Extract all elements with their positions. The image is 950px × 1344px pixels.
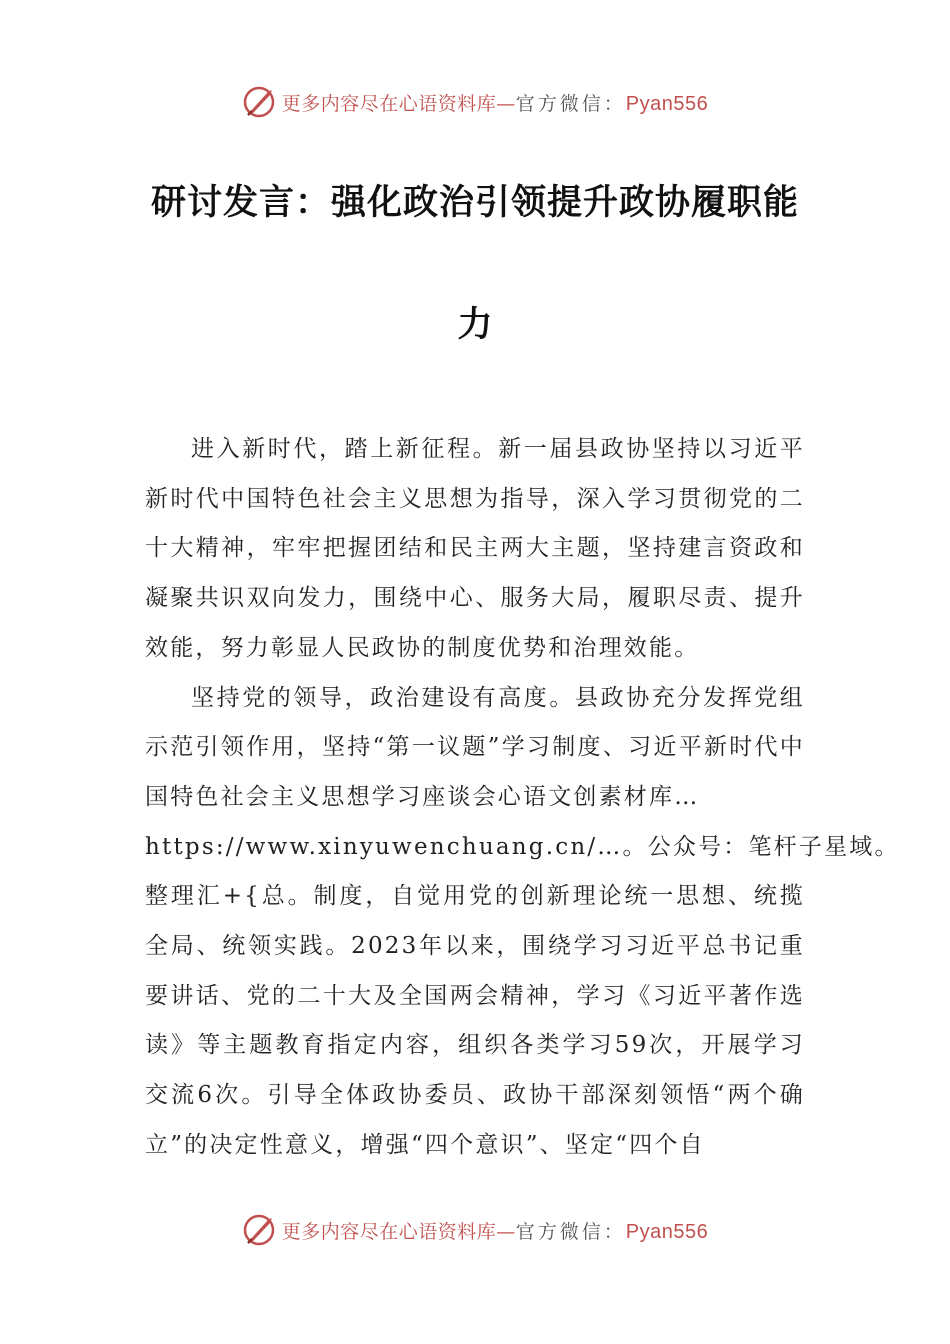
document-body — [145, 425, 900, 1171]
paragraph-2-part-b: 整理汇+{总。制度，自觉用党的创新理论统一思想、统揽全局、统领实践。2023年以来，围绕学习习近平总书记重要讲话、党的二十大及全国两会精神，学习《习近平著作选读》等主题教育指定内容，组织各类学习59次，开展学习交流6次。引导全体政协委员、政协干部深刻领悟“两个确立”的决定性意义，增强“四个意识”、坚定“四个自 — [145, 883, 805, 1158]
paragraph-1: 进入新时代，踏上新征程。新一届县政协坚持以习近平新时代中国特色社会主义思想为指导，深入学习贯彻党的二十大精神，牢牢把握团结和民主两大主题，坚持建言资政和凝聚共识双向发力，围绕中心、服务大局，履职尽责、提升效能，努力彰显人民政协的制度优势和治理效能。 — [145, 436, 805, 661]
paragraph-2 — [145, 674, 900, 1171]
banner-text — [282, 89, 709, 116]
banner-site-name: 更多内容尽在心语资料库 — [281, 92, 497, 115]
quill-logo-icon — [242, 1212, 278, 1248]
paragraph-2-part-a: 坚持党的领导，政治建设有高度。县政协充分发挥党组示范引领作用，坚持“第一议题”学习制度、习近平新时代中国特色社会主义思想学习座谈会心语文创素材库… — [145, 684, 805, 810]
document-title-line1: 研讨发言：强化政治引领提升政协履职能 — [150, 182, 799, 223]
paragraph-2-url-line: https://www.xinyuwenchuang.cn/…。公众号：笔杆子星域。 — [145, 833, 900, 860]
quill-logo-icon — [242, 84, 278, 120]
banner-wechat-id: Pyan556 — [625, 92, 709, 115]
document-title-line2: 力 — [457, 304, 493, 345]
banner-wechat-label: 官方微信： — [515, 92, 626, 115]
banner-text — [282, 1217, 709, 1244]
header-banner — [0, 82, 950, 122]
banner-site-name: 更多内容尽在心语资料库 — [281, 1220, 497, 1243]
banner-wechat-id: Pyan556 — [625, 1220, 709, 1243]
banner-wechat-label: 官方微信： — [515, 1220, 626, 1243]
banner-dash: — — [496, 92, 516, 115]
footer-banner — [0, 1210, 950, 1250]
banner-dash: — — [496, 1220, 516, 1243]
